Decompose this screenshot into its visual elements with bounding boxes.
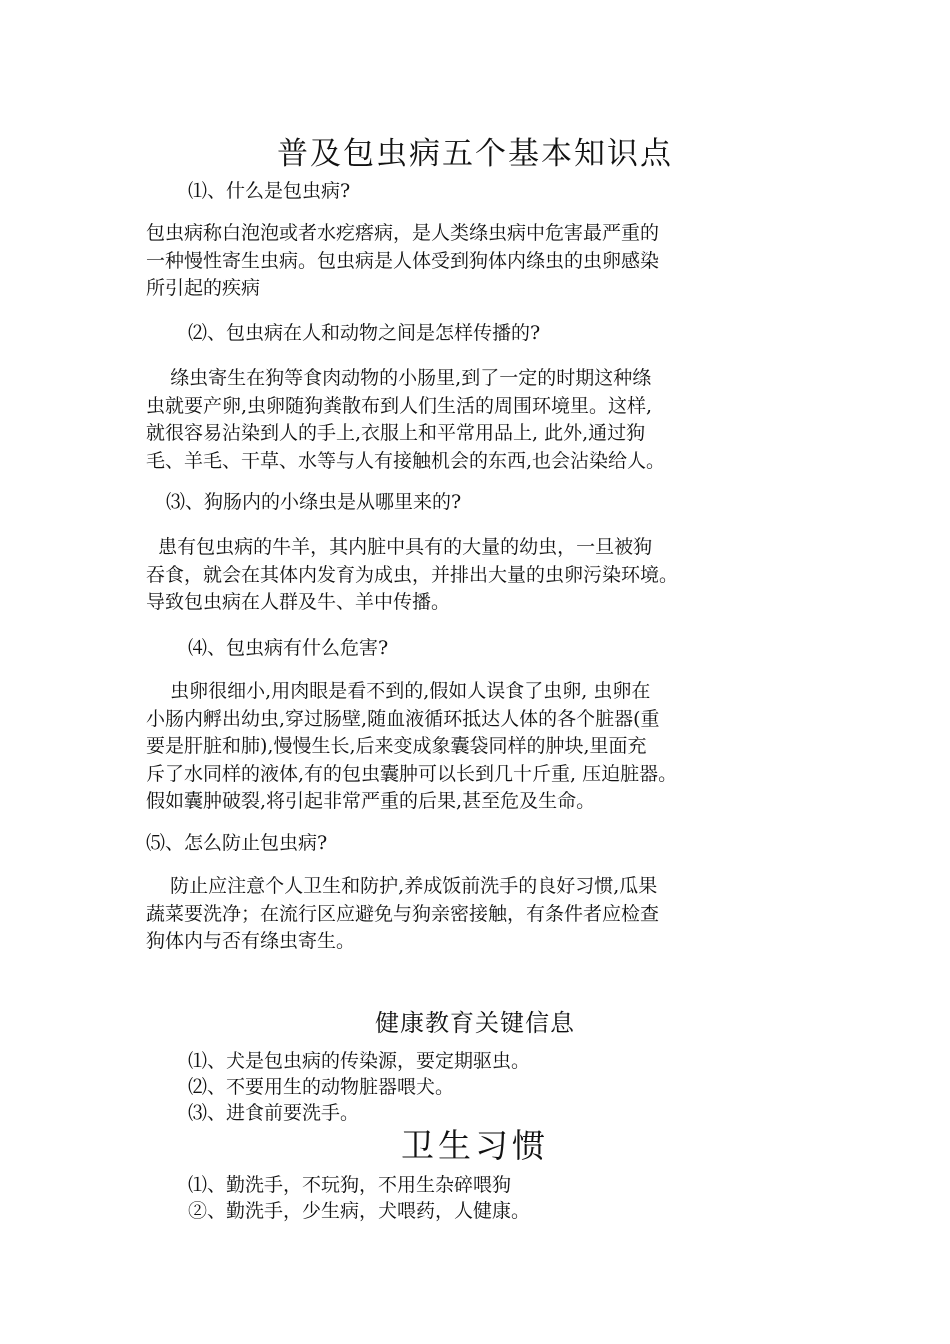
answer-3 — [146, 534, 826, 617]
answer-1 — [146, 220, 826, 303]
question-4: ⑷、包虫病有什么危害? — [188, 637, 389, 659]
answer-4 — [146, 678, 826, 816]
answer-2-line: 毛、羊毛、干草、水等与人有接触机会的东西,也会沾染给人。 — [146, 449, 666, 472]
answer-1-line: 所引起的疾病 — [146, 277, 261, 299]
answer-4-line: 小肠内孵出幼虫,穿过肠壁,随血液循环抵达人体的各个脏器(重 — [146, 707, 660, 730]
answer-4-line: 斥了水同样的液体,有的包虫囊肿可以长到几十斤重, 压迫脏器。 — [146, 762, 678, 785]
answer-3-line: 患有包虫病的牛羊，其内脏中具有的大量的幼虫，一旦被狗 — [146, 536, 653, 558]
question-1: ⑴、什么是包虫病? — [188, 180, 351, 202]
answer-2-line: 就很容易沾染到人的手上,衣服上和平常用品上, 此外,通过狗 — [146, 422, 646, 444]
key-info-item: ⑵、不要用生的动物脏器喂犬。 — [188, 1076, 455, 1098]
question-2: ⑵、包虫病在人和动物之间是怎样传播的? — [188, 322, 541, 344]
answer-1-line: 包虫病称白泡泡或者水疙瘩病，是人类绦虫病中危害最严重的 — [146, 222, 660, 244]
key-info-item: ⑶、进食前要洗手。 — [188, 1102, 360, 1124]
hygiene-heading: 卫生习惯 — [401, 1126, 549, 1165]
hygiene-item: ②、勤洗手，少生病，犬喂药，人健康。 — [188, 1200, 531, 1222]
page-title: 普及包虫病五个基本知识点 — [277, 136, 673, 172]
hygiene-item: ⑴、勤洗手，不玩狗，不用生杂碎喂狗 — [188, 1174, 512, 1196]
answer-3-line: 吞食，就会在其体内发育为成虫，并排出大量的虫卵污染环境。 — [146, 563, 679, 586]
answer-5-line: 狗体内与否有绦虫寄生。 — [146, 930, 356, 952]
answer-2 — [146, 365, 826, 475]
answer-5-line: 蔬菜要洗净；在流行区应避免与狗亲密接触，有条件者应检查 — [146, 902, 660, 925]
answer-5-line: 防止应注意个人卫生和防护,养成饭前洗手的良好习惯,瓜果 — [146, 875, 658, 897]
answer-3-line: 导致包虫病在人群及牛、羊中传播。 — [146, 591, 451, 613]
key-info-item: ⑴、犬是包虫病的传染源，要定期驱虫。 — [188, 1050, 531, 1072]
answer-5 — [146, 873, 826, 956]
answer-4-line: 假如囊肿破裂,将引起非常严重的后果,甚至危及生命。 — [146, 790, 596, 812]
key-info-heading: 健康教育关键信息 — [375, 1009, 575, 1037]
answer-2-line: 虫就要产卵,虫卵随狗粪散布到人们生活的周围环境里。这样, — [146, 394, 653, 417]
question-3: ⑶、狗肠内的小绦虫是从哪里来的? — [166, 491, 462, 513]
answer-1-line: 一种慢性寄生虫病。包虫病是人体受到狗体内绦虫的虫卵感染 — [146, 249, 660, 272]
answer-4-line: 虫卵很细小,用肉眼是看不到的,假如人误食了虫卵, 虫卵在 — [146, 680, 651, 702]
answer-2-line: 绦虫寄生在狗等食肉动物的小肠里,到了一定的时期这种绦 — [146, 367, 652, 389]
answer-4-line: 要是肝脏和肺),慢慢生长,后来变成象囊袋同样的肿块,里面充 — [146, 735, 647, 757]
question-5: ⑸、怎么防止包虫病? — [146, 832, 328, 854]
